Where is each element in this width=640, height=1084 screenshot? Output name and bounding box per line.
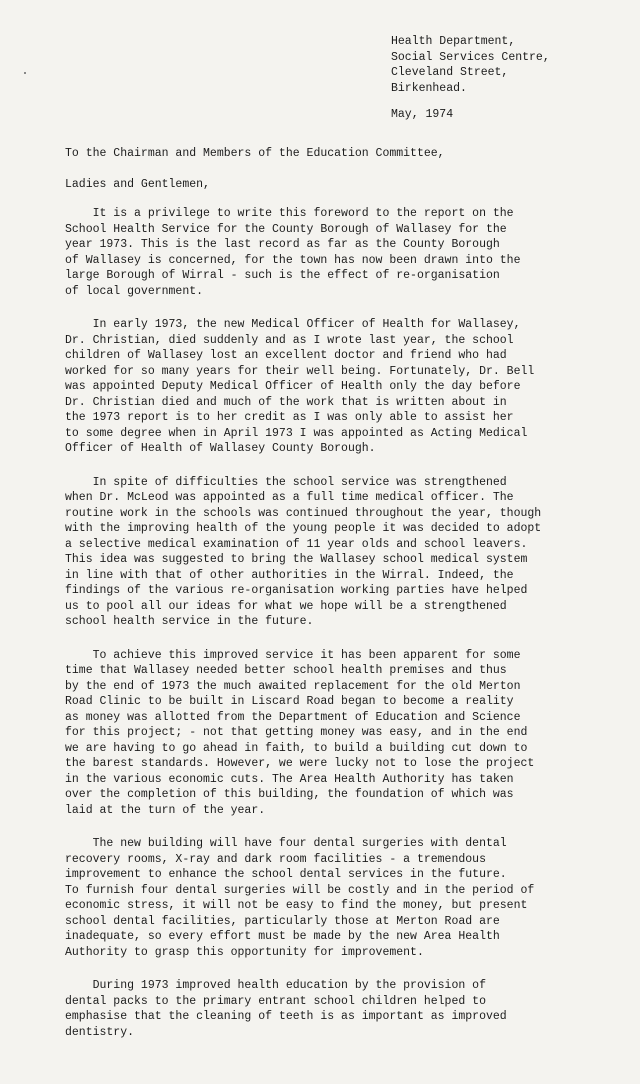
address-line: Social Services Centre, (391, 50, 550, 64)
addressee: To the Chairman and Members of the Education Committee, (65, 147, 445, 160)
paragraph-line: economic stress, it will not be easy to find the money, but present (65, 899, 528, 912)
paragraph-line: a selective medical examination of 11 year olds and school leavers. (65, 537, 528, 551)
paragraph-line: findings of the various re-organisation working parties have helped (65, 584, 528, 597)
paragraph-line: the barest standards. However, we were lucky not to lose the project (65, 757, 535, 770)
paragraph-line: In spite of difficulties the school service was strengthened (65, 475, 507, 489)
body-paragraph (65, 978, 585, 1040)
paragraph-line: year 1973. This is the last record as far as the County Borough (65, 238, 500, 251)
salutation: Ladies and Gentlemen, (65, 178, 210, 191)
paragraph-line: dentistry. (65, 1025, 135, 1039)
address-line: Health Department, (391, 35, 516, 48)
paragraph-line: school dental facilities, particularly those at Merton Road are (65, 914, 500, 928)
body-paragraph (65, 206, 585, 299)
paragraph-line: us to pool all our ideas for what we hope will be a strengthened (65, 599, 507, 613)
paragraph-line: with the improving health of the young people it was decided to adopt (65, 522, 542, 535)
paragraph-line: was appointed Deputy Medical Officer of Health only the day before (65, 380, 521, 393)
letter-body (65, 206, 585, 1058)
paragraph-line: by the end of 1973 the much awaited replacement for the old Merton (65, 679, 521, 693)
paragraph-line: Dr. Christian died and much of the work that is written about in (65, 395, 507, 409)
paragraph-line: Officer of Health of Wallasey County Borough. (65, 442, 376, 455)
paragraph-line: It is a privilege to write this foreword to the report on the (65, 207, 514, 220)
paragraph-line: large Borough of Wirral - such is the effect of re-organisation (65, 269, 500, 282)
paragraph-line: recovery rooms, X-ray and dark room facilities - a tremendous (65, 852, 486, 866)
body-paragraph (65, 317, 585, 457)
paragraph-line: as money was allotted from the Department of Education and Science (65, 710, 521, 724)
body-paragraph (65, 836, 585, 960)
address-line: Birkenhead. (391, 81, 467, 95)
paragraph-line: inadequate, so every effort must be made by the new Area Health (65, 930, 500, 943)
paragraph-line: School Health Service for the County Borough of Wallasey for the (65, 222, 507, 236)
paragraph-line: of Wallasey is concerned, for the town has now been drawn into the (65, 253, 521, 267)
paragraph-line: To furnish four dental surgeries will be costly and in the period of (65, 883, 535, 897)
paragraph-line: to some degree when in April 1973 I was appointed as Acting Medical (65, 426, 528, 440)
paragraph-line: time that Wallasey needed better school health premises and thus (65, 664, 507, 677)
paragraph-line: dental packs to the primary entrant school children helped to (65, 994, 486, 1008)
paragraph-line: over the completion of this building, the foundation of which was (65, 788, 514, 801)
paragraph-line: To achieve this improved service it has been apparent for some (65, 648, 521, 662)
paragraph-line: emphasise that the cleaning of teeth is as important as improved (65, 1010, 507, 1023)
sender-address (391, 34, 550, 96)
paragraph-line: During 1973 improved health education by the provision of (65, 979, 486, 992)
paragraph-line: when Dr. McLeod was appointed as a full time medical officer. The (65, 491, 514, 504)
address-line: Cleveland Street, (391, 66, 509, 79)
paragraph-line: The new building will have four dental surgeries with dental (65, 837, 507, 850)
paragraph-line: routine work in the schools was continued throughout the year, though (65, 506, 542, 520)
paragraph-line: school health service in the future. (65, 615, 314, 628)
paragraph-line: we are having to go ahead in faith, to build a building cut down to (65, 741, 528, 755)
paragraph-line: Dr. Christian, died suddenly and as I wrote last year, the school (65, 333, 514, 347)
paragraph-line: the 1973 report is to her credit as I was only able to assist her (65, 411, 514, 424)
paragraph-line: improvement to enhance the school dental services in the future. (65, 868, 507, 881)
paragraph-line: in the various economic cuts. The Area Health Authority has taken (65, 772, 514, 786)
paragraph-line: In early 1973, the new Medical Officer of Health for Wallasey, (65, 318, 521, 331)
paragraph-line: Authority to grasp this opportunity for improvement. (65, 945, 424, 959)
body-paragraph (65, 648, 585, 819)
paragraph-line: Road Clinic to be built in Liscard Road began to become a reality (65, 695, 514, 708)
paragraph-line: children of Wallasey lost an excellent doctor and friend who had (65, 349, 507, 362)
paragraph-line: of local government. (65, 284, 204, 298)
paragraph-line: in line with that of other authorities in the Wirral. Indeed, the (65, 568, 514, 582)
paragraph-line: worked for so many years for their well being. Fortunately, Dr. Bell (65, 364, 535, 378)
body-paragraph (65, 475, 585, 630)
letter-date: May, 1974 (391, 108, 454, 121)
margin-mark (24, 72, 26, 74)
paragraph-line: This idea was suggested to bring the Wallasey school medical system (65, 553, 528, 566)
paragraph-line: laid at the turn of the year. (65, 803, 266, 817)
paragraph-line: for this project; - not that getting money was easy, and in the end (65, 726, 528, 739)
